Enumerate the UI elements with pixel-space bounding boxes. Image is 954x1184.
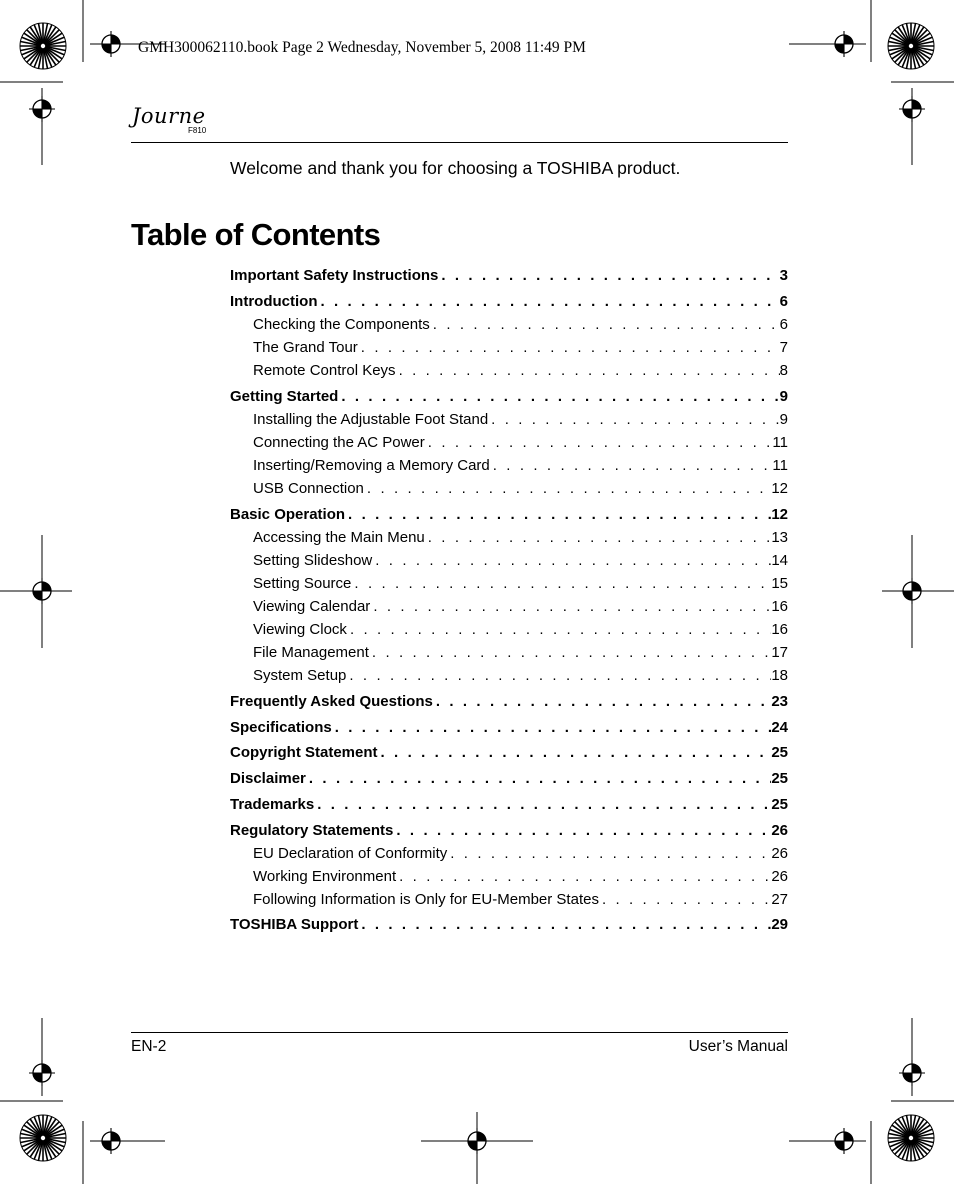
- toc-page-number: 23: [771, 693, 788, 711]
- toc-section: [230, 767, 788, 790]
- toc-subsection: [230, 865, 788, 888]
- toc-entry-title: File Management: [253, 644, 369, 662]
- toc-section: [230, 819, 788, 842]
- toc-entry-title: TOSHIBA Support: [230, 916, 359, 934]
- toc-entry-title: Accessing the Main Menu: [253, 528, 425, 546]
- toc-leader-dots: [425, 526, 772, 549]
- toc-leader-dots: [332, 716, 772, 739]
- toc-subsection: [230, 595, 788, 618]
- toc-leader-dots: [347, 618, 771, 641]
- toc-leader-dots: [346, 664, 771, 687]
- toc-entry-title: EU Declaration of Conformity: [253, 844, 448, 862]
- toc-subsection: [230, 842, 788, 865]
- toc-leader-dots: [314, 793, 771, 816]
- toc-entry-title: Regulatory Statements: [230, 821, 394, 839]
- toc-page-number: 18: [771, 667, 788, 685]
- toc-subsection: [230, 618, 788, 641]
- toc-leader-dots: [345, 503, 771, 526]
- toc-leader-dots: [358, 336, 780, 359]
- toc-leader-dots: [372, 549, 771, 572]
- toc-page-number: 6: [779, 315, 788, 333]
- toc-subsection: [230, 408, 788, 431]
- toc-entry-title: Viewing Clock: [253, 621, 347, 639]
- toc-page-number: 16: [771, 621, 788, 639]
- toc-entry-title: Trademarks: [230, 795, 315, 813]
- toc-page-number: 25: [771, 770, 788, 788]
- toc-page-number: 26: [771, 821, 788, 839]
- toc-leader-dots: [396, 865, 771, 888]
- toc-page-number: 12: [771, 480, 788, 498]
- toc-entry-title: Working Environment: [253, 867, 397, 885]
- toc-section: [230, 741, 788, 764]
- toc-leader-dots: [488, 408, 779, 431]
- toc-entry-title: Setting Source: [253, 575, 352, 592]
- product-logo: [132, 104, 207, 135]
- toc-page-number: 16: [771, 598, 788, 616]
- toc-subsection: [230, 336, 788, 359]
- toc-subsection: [230, 549, 788, 572]
- toc-entry-title: Following Information is Only for EU-Member States: [253, 890, 599, 908]
- toc-leader-dots: [438, 264, 779, 287]
- toc-section: [230, 913, 788, 936]
- toc-leader-dots: [358, 913, 771, 936]
- toc-page-number: 8: [779, 361, 788, 379]
- toc-entry-title: Connecting the AC Power: [253, 433, 425, 451]
- toc-subsection: [230, 431, 788, 454]
- toc-entry-title: Introduction: [230, 292, 318, 310]
- toc-subsection: [230, 572, 788, 595]
- toc-leader-dots: [351, 572, 771, 595]
- toc-entry-title: Setting Slideshow: [253, 551, 373, 569]
- toc-leader-dots: [490, 454, 773, 477]
- toc-subsection: [230, 454, 788, 477]
- toc-page-number: 9: [779, 387, 788, 405]
- toc-leader-dots: [393, 819, 771, 842]
- toc-leader-dots: [430, 313, 780, 336]
- toc-leader-dots: [425, 431, 773, 454]
- page-number: EN-2: [131, 1038, 167, 1055]
- toc-entry-title: Remote Control Keys: [253, 361, 396, 379]
- toc-section: [230, 503, 788, 526]
- toc-page-number: 17: [771, 644, 788, 662]
- toc-entry-title: Copyright Statement: [230, 744, 378, 762]
- toc-entry-title: Frequently Asked Questions: [230, 693, 433, 711]
- toc-section: [230, 793, 788, 816]
- toc-entry-title: Getting Started: [230, 387, 339, 405]
- toc-page-number: 24: [771, 718, 788, 736]
- toc-subsection: [230, 664, 788, 687]
- footer-rule: [131, 1032, 788, 1033]
- toc-subsection: [230, 526, 788, 549]
- toc-entry-title: Installing the Adjustable Foot Stand: [253, 410, 489, 428]
- toc-page-number: 13: [771, 528, 788, 546]
- toc-subsection: [230, 641, 788, 664]
- toc-page-number: 26: [771, 844, 788, 862]
- toc-leader-dots: [447, 842, 771, 865]
- toc-section: [230, 716, 788, 739]
- toc-page-number: 6: [779, 292, 788, 310]
- toc-page-number: 25: [771, 744, 788, 762]
- manual-name: User’s Manual: [688, 1038, 788, 1055]
- table-of-contents: [230, 264, 788, 937]
- toc-page-number: 26: [771, 867, 788, 885]
- toc-leader-dots: [364, 477, 771, 500]
- toc-page-number: 3: [779, 267, 788, 284]
- logo-script: Journe: [132, 104, 206, 128]
- toc-entry-title: Specifications: [230, 718, 332, 736]
- toc-leader-dots: [369, 641, 771, 664]
- toc-section: [230, 385, 788, 408]
- toc-leader-dots: [370, 595, 771, 618]
- toc-page-number: 11: [772, 456, 788, 474]
- toc-entry-title: System Setup: [253, 667, 347, 685]
- toc-leader-dots: [433, 690, 771, 713]
- toc-page-number: 9: [779, 410, 788, 428]
- toc-leader-dots: [599, 888, 771, 911]
- toc-leader-dots: [338, 385, 779, 408]
- toc-leader-dots: [378, 741, 772, 764]
- header-rule: [131, 142, 788, 143]
- toc-subsection: [230, 888, 788, 911]
- toc-page-number: 7: [779, 338, 788, 356]
- toc-page-number: 11: [772, 433, 788, 451]
- toc-subsection: [230, 359, 788, 382]
- toc-section: [230, 264, 788, 287]
- toc-entry-title: Checking the Components: [253, 315, 430, 333]
- toc-page-number: 14: [771, 551, 788, 569]
- toc-page-number: 29: [771, 916, 788, 934]
- toc-entry-title: USB Connection: [253, 480, 364, 498]
- toc-page-number: 25: [771, 795, 788, 813]
- toc-page-number: 27: [771, 890, 788, 908]
- toc-leader-dots: [317, 290, 779, 313]
- toc-entry-title: Important Safety Instructions: [230, 267, 439, 284]
- page-title: Table of Contents: [131, 217, 381, 252]
- toc-leader-dots: [396, 359, 780, 382]
- toc-entry-title: Disclaimer: [230, 770, 306, 788]
- toc-entry-title: Viewing Calendar: [253, 598, 371, 616]
- toc-subsection: [230, 477, 788, 500]
- logo-model: F810: [188, 126, 207, 135]
- toc-entry-title: Basic Operation: [230, 505, 346, 523]
- print-slug: GMH300062110.book Page 2 Wednesday, November 5, 2008 11:49 PM: [138, 39, 586, 56]
- toc-entry-title: The Grand Tour: [253, 338, 358, 356]
- toc-section: [230, 690, 788, 713]
- toc-section: [230, 290, 788, 313]
- welcome-text: Welcome and thank you for choosing a TOSHIBA product.: [230, 158, 681, 178]
- toc-subsection: [230, 313, 788, 336]
- toc-entry-title: Inserting/Removing a Memory Card: [253, 456, 490, 474]
- toc-page-number: 12: [771, 505, 788, 523]
- toc-leader-dots: [306, 767, 771, 790]
- toc-page-number: 15: [771, 575, 788, 592]
